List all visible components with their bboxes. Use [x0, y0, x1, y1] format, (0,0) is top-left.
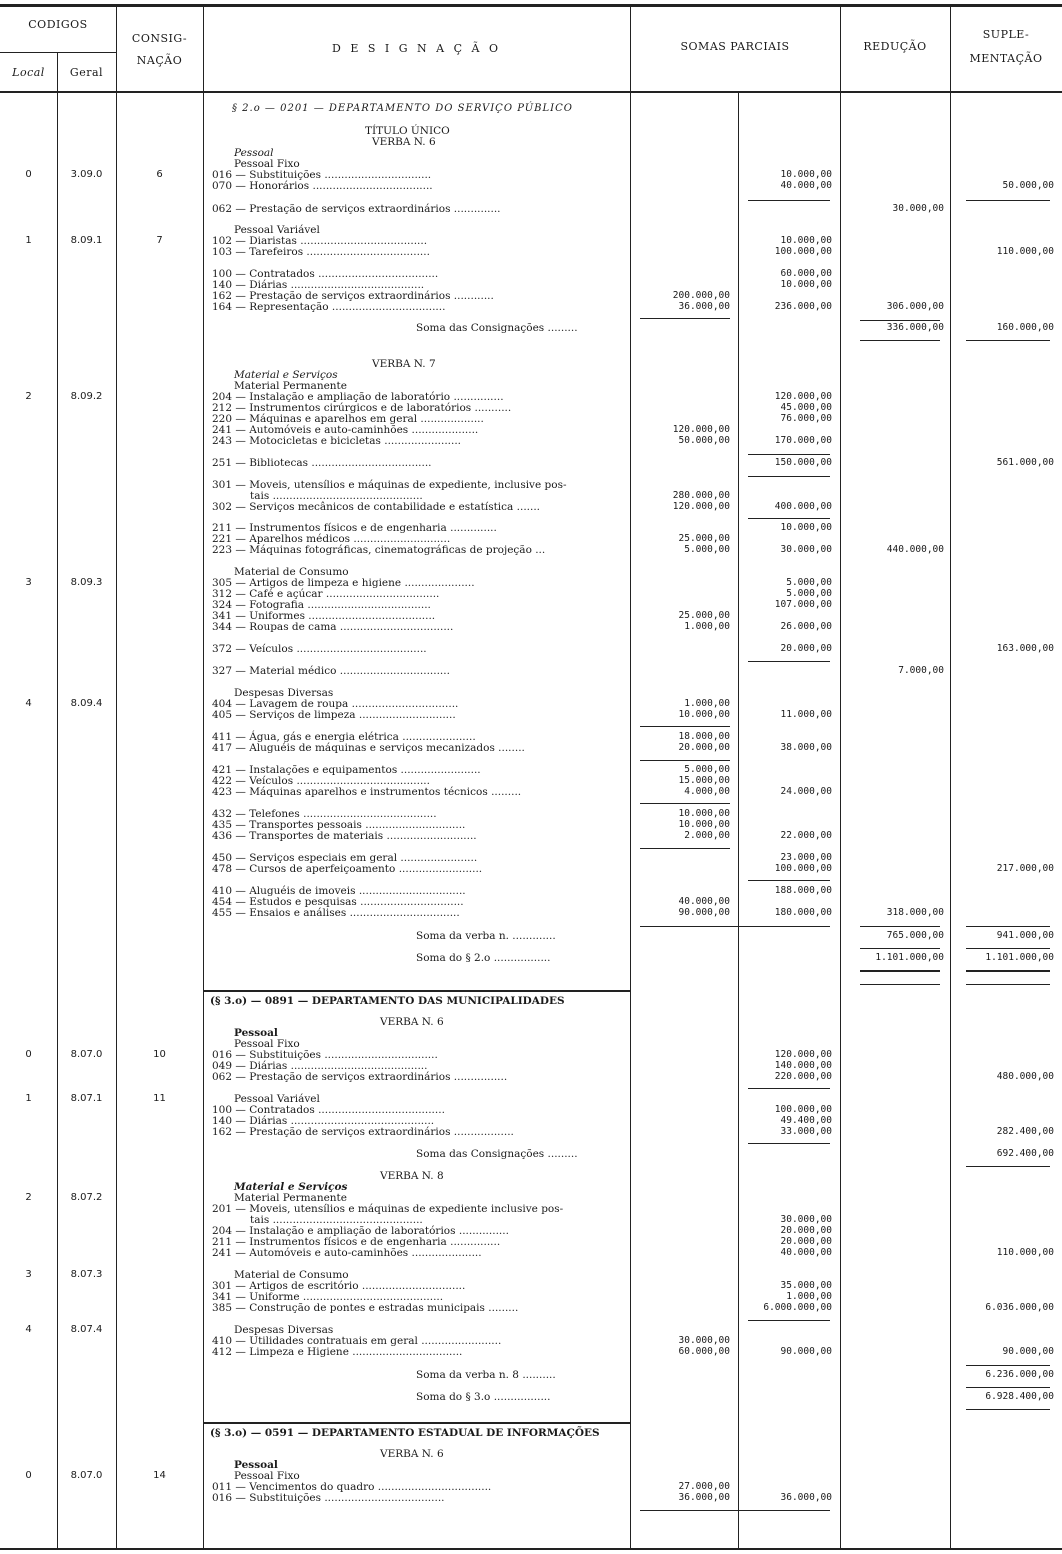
header-geral: Geral: [69, 66, 104, 79]
cell-local: 2: [25, 1192, 32, 1203]
cell-local: 0: [25, 1470, 32, 1481]
cell-col4: 140.000,00: [774, 1060, 832, 1071]
row-designation: Material e Serviços: [234, 1181, 348, 1193]
cell-col3: 25.000,00: [678, 610, 730, 621]
row-designation: tais .............................................: [250, 490, 423, 502]
row-designation: 385 — Construção de pontes e estradas municipais .........: [212, 1302, 519, 1314]
cell-local: 2: [25, 391, 32, 402]
cell-col6: 480.000,00: [996, 1071, 1054, 1082]
row-designation: 436 — Transportes de materiais ...........................: [212, 830, 477, 842]
cell-col4: 33.000,00: [780, 1126, 832, 1137]
cell-col6: 163.000,00: [996, 643, 1054, 654]
cell-geral: 8.07.3: [70, 1269, 103, 1280]
cell-geral: 8.09.1: [70, 235, 103, 246]
row-designation: (§ 3.o) — 0891 — DEPARTAMENTO DAS MUNICIPALIDADES: [210, 995, 565, 1007]
row-designation: 103 — Tarefeiros .....................................: [212, 246, 430, 258]
cell-consig: 7: [156, 235, 163, 246]
row-designation: Pessoal: [234, 147, 274, 159]
row-designation: 421 — Instalações e equipamentos ........................: [212, 764, 481, 776]
row-designation: 016 — Substituições ....................................: [212, 1492, 445, 1504]
cell-col6: 692.400,00: [996, 1148, 1054, 1159]
cell-col3: 4.000,00: [684, 786, 730, 797]
cell-col6: 110.000,00: [996, 1247, 1054, 1258]
row-designation: 211 — Instrumentos físicos e de engenharia ..............: [212, 522, 497, 534]
cell-col4: 100.000,00: [774, 1104, 832, 1115]
row-designation: 432 — Telefones ........................................: [212, 808, 437, 820]
row-designation: 423 — Máquinas aparelhos e instrumentos técnicos .........: [212, 786, 522, 798]
cell-col4: 100.000,00: [774, 863, 832, 874]
cell-col4: 10.000,00: [780, 279, 832, 290]
row-designation: 220 — Máquinas e aparelhos em geral ...................: [212, 413, 484, 425]
cell-local: 3: [25, 1269, 32, 1280]
cell-col3: 15.000,00: [678, 775, 730, 786]
row-designation: Pessoal: [234, 1459, 278, 1471]
cell-col4: 150.000,00: [774, 457, 832, 468]
row-designation: VERBA N. 6: [380, 1016, 444, 1028]
cell-col6: 941.000,00: [996, 930, 1054, 941]
cell-col4: 120.000,00: [774, 1049, 832, 1060]
row-designation: 312 — Café e açúcar ..................................: [212, 588, 440, 600]
cell-col4: 22.000,00: [780, 830, 832, 841]
row-designation: Soma do § 2.o .................: [416, 952, 551, 964]
row-designation: Despesas Diversas: [234, 1324, 334, 1336]
cell-col5: 440.000,00: [886, 544, 944, 555]
row-designation: Material Permanente: [234, 380, 347, 392]
codigos-divider: [0, 52, 116, 53]
cell-geral: 8.07.2: [70, 1192, 103, 1203]
cell-geral: 8.07.0: [70, 1049, 103, 1060]
cell-col4: 36.000,00: [780, 1492, 832, 1503]
row-designation: Pessoal Fixo: [234, 1470, 300, 1482]
row-designation: 305 — Artigos de limpeza e higiene .....................: [212, 577, 475, 589]
cell-col6: 160.000,00: [996, 322, 1054, 333]
cell-col4: 180.000,00: [774, 907, 832, 918]
row-designation: 016 — Substituições ................................: [212, 169, 432, 181]
cell-col4: 26.000,00: [780, 621, 832, 632]
cell-geral: 3.09.0: [70, 169, 103, 180]
cell-col3: 27.000,00: [678, 1481, 730, 1492]
cell-col4: 24.000,00: [780, 786, 832, 797]
cell-col4: 236.000,00: [774, 301, 832, 312]
row-designation: 204 — Instalação e ampliação de laboratório ...............: [212, 391, 504, 403]
cell-col4: 100.000,00: [774, 246, 832, 257]
cell-consig: 6: [156, 169, 163, 180]
col-line-parcial: [738, 93, 739, 1548]
cell-col4: 40.000,00: [780, 1247, 832, 1258]
cell-geral: 8.09.2: [70, 391, 103, 402]
row-designation: 412 — Limpeza e Higiene .................................: [212, 1346, 463, 1358]
row-designation: 410 — Aluguéis de imoveis ................................: [212, 885, 466, 897]
cell-col4: 10.000,00: [780, 169, 832, 180]
cell-col5: 765.000,00: [886, 930, 944, 941]
row-designation: TÍTULO ÚNICO: [365, 125, 450, 137]
row-designation: VERBA N. 6: [380, 1448, 444, 1460]
cell-col4: 30.000,00: [780, 1214, 832, 1225]
cell-local: 4: [25, 1324, 32, 1335]
cell-col4: 20.000,00: [780, 643, 832, 654]
cell-col4: 10.000,00: [780, 522, 832, 533]
cell-geral: 8.07.0: [70, 1470, 103, 1481]
cell-col3: 25.000,00: [678, 533, 730, 544]
row-designation: 344 — Roupas de cama ..................................: [212, 621, 454, 633]
cell-col6: 1.101.000,00: [985, 952, 1054, 963]
row-designation: 201 — Moveis, utensílios e máquinas de expediente inclusive pos-: [212, 1203, 564, 1215]
cell-col4: 188.000,00: [774, 885, 832, 896]
cell-col5: 7.000,00: [898, 665, 944, 676]
cell-col4: 35.000,00: [780, 1280, 832, 1291]
cell-col6: 6.036.000,00: [985, 1302, 1054, 1313]
row-designation: Material de Consumo: [234, 1269, 349, 1281]
row-designation: Soma do § 3.o .................: [416, 1391, 551, 1403]
cell-col4: 170.000,00: [774, 435, 832, 446]
cell-col4: 120.000,00: [774, 391, 832, 402]
row-designation: Material Permanente: [234, 1192, 347, 1204]
header-local: Local: [12, 66, 45, 79]
row-designation: 162 — Prestação de serviços extraordinários ............: [212, 290, 494, 302]
cell-geral: 8.07.4: [70, 1324, 103, 1335]
header-reducao: REDUÇÃO: [863, 40, 927, 53]
cell-col4: 38.000,00: [780, 742, 832, 753]
cell-col3: 30.000,00: [678, 1335, 730, 1346]
row-designation: 212 — Instrumentos cirúrgicos e de laboratórios ...........: [212, 402, 512, 414]
cell-col4: 11.000,00: [780, 709, 832, 720]
cell-col3: 120.000,00: [672, 501, 730, 512]
header-consig-1: CONSIG-: [131, 32, 188, 45]
cell-col5: 30.000,00: [892, 203, 944, 214]
row-designation: 100 — Contratados ......................................: [212, 1104, 445, 1116]
cell-geral: 8.09.4: [70, 698, 103, 709]
row-designation: Pessoal Fixo: [234, 1038, 300, 1050]
row-designation: § 2.o — 0201 — DEPARTAMENTO DO SERVIÇO PÚBLICO: [232, 103, 573, 114]
row-designation: Material e Serviços: [234, 369, 338, 381]
row-designation: Pessoal Fixo: [234, 158, 300, 170]
row-designation: 070 — Honorários ....................................: [212, 180, 433, 192]
cell-col3: 5.000,00: [684, 544, 730, 555]
row-designation: 062 — Prestação de serviços extraordinários ................: [212, 1071, 508, 1083]
cell-col3: 1.000,00: [684, 621, 730, 632]
row-designation: Pessoal Variável: [234, 224, 320, 236]
cell-col6: 561.000,00: [996, 457, 1054, 468]
cell-local: 4: [25, 698, 32, 709]
row-designation: 450 — Serviços especiais em geral .......................: [212, 852, 478, 864]
row-designation: 204 — Instalação e ampliação de laboratórios ...............: [212, 1225, 509, 1237]
row-designation: 140 — Diárias ........................................: [212, 279, 425, 291]
cell-col4: 220.000,00: [774, 1071, 832, 1082]
cell-col5: 306.000,00: [886, 301, 944, 312]
row-designation: 100 — Contratados ....................................: [212, 268, 439, 280]
header-consig-2: NAÇÃO: [136, 54, 183, 67]
row-designation: 221 — Aparelhos médicos .............................: [212, 533, 451, 545]
row-designation: Soma das Consignações .........: [416, 1148, 578, 1160]
row-designation: 241 — Automóveis e auto-caminhões .....................: [212, 1247, 482, 1259]
row-designation: VERBA N. 8: [380, 1170, 444, 1182]
row-designation: 302 — Serviços mecânicos de contabilidade e estatística .......: [212, 501, 541, 513]
cell-col4: 30.000,00: [780, 544, 832, 555]
row-designation: Despesas Diversas: [234, 687, 334, 699]
cell-col4: 90.000,00: [780, 1346, 832, 1357]
row-designation: 341 — Uniforme ..........................................: [212, 1291, 444, 1303]
row-designation: 410 — Utilidades contratuais em geral ........................: [212, 1335, 502, 1347]
cell-col3: 1.000,00: [684, 698, 730, 709]
cell-local: 3: [25, 577, 32, 588]
row-designation: 455 — Ensaios e análises .................................: [212, 907, 460, 919]
cell-col4: 20.000,00: [780, 1236, 832, 1247]
row-designation: 324 — Fotografia .....................................: [212, 599, 431, 611]
row-designation: 435 — Transportes pessoais ..............................: [212, 819, 466, 831]
row-designation: 404 — Lavagem de roupa ................................: [212, 698, 459, 710]
cell-col3: 280.000,00: [672, 490, 730, 501]
cell-col6: 6.928.400,00: [985, 1391, 1054, 1402]
row-designation: 478 — Cursos de aperfeiçoamento .........................: [212, 863, 483, 875]
header-divider: [0, 91, 1062, 93]
row-designation: 140 — Diárias ...........................................: [212, 1115, 435, 1127]
cell-col6: 50.000,00: [1002, 180, 1054, 191]
row-designation: VERBA N. 7: [372, 358, 436, 370]
cell-col4: 6.000.000,00: [763, 1302, 832, 1313]
cell-col3: 120.000,00: [672, 424, 730, 435]
row-designation: 164 — Representação ..................................: [212, 301, 446, 313]
col-line-consig: [203, 7, 204, 1548]
cell-geral: 8.09.3: [70, 577, 103, 588]
cell-col4: 10.000,00: [780, 235, 832, 246]
cell-col5: 318.000,00: [886, 907, 944, 918]
cell-col3: 10.000,00: [678, 709, 730, 720]
cell-col3: 20.000,00: [678, 742, 730, 753]
row-designation: 341 — Uniformes ......................................: [212, 610, 436, 622]
cell-col4: 76.000,00: [780, 413, 832, 424]
row-designation: 243 — Motocicletas e bicicletas .......................: [212, 435, 462, 447]
row-designation: 049 — Diárias .........................................: [212, 1060, 428, 1072]
cell-col3: 200.000,00: [672, 290, 730, 301]
cell-col4: 5.000,00: [786, 588, 832, 599]
cell-col3: 60.000,00: [678, 1346, 730, 1357]
cell-col3: 10.000,00: [678, 819, 730, 830]
col-line-reducao: [950, 7, 951, 1548]
row-designation: 011 — Vencimentos do quadro ..................................: [212, 1481, 492, 1493]
header-suple-2: MENTAÇÃO: [969, 52, 1043, 65]
cell-col3: 5.000,00: [684, 764, 730, 775]
row-designation: 062 — Prestação de serviços extraordinários ..............: [212, 203, 501, 215]
cell-local: 0: [25, 1049, 32, 1060]
cell-col4: 60.000,00: [780, 268, 832, 279]
row-designation: 211 — Instrumentos físicos e de engenharia ...............: [212, 1236, 501, 1248]
row-designation: 162 — Prestação de serviços extraordinários ..................: [212, 1126, 514, 1138]
row-designation: 327 — Material médico .................................: [212, 665, 450, 677]
cell-consig: 10: [153, 1049, 166, 1060]
cell-col4: 45.000,00: [780, 402, 832, 413]
cell-col3: 36.000,00: [678, 1492, 730, 1503]
row-designation: 016 — Substituições ..................................: [212, 1049, 438, 1061]
header-codigos: CODIGOS: [28, 18, 88, 31]
row-designation: 301 — Moveis, utensílios e máquinas de expediente, inclusive pos-: [212, 479, 567, 491]
cell-consig: 11: [153, 1093, 166, 1104]
row-designation: 223 — Máquinas fotográficas, cinematográficas de projeção ...: [212, 544, 546, 556]
cell-col6: 6.236.000,00: [985, 1369, 1054, 1380]
cell-col6: 110.000,00: [996, 246, 1054, 257]
cell-col4: 107.000,00: [774, 599, 832, 610]
cell-col4: 1.000,00: [786, 1291, 832, 1302]
bottom-rule: [0, 1548, 1062, 1550]
row-designation: Soma das Consignações .........: [416, 322, 578, 334]
row-designation: 301 — Artigos de escritório ...............................: [212, 1280, 466, 1292]
cell-col3: 36.000,00: [678, 301, 730, 312]
row-designation: 372 — Veículos .......................................: [212, 643, 427, 655]
cell-col3: 90.000,00: [678, 907, 730, 918]
row-designation: 454 — Estudos e pesquisas ...............................: [212, 896, 464, 908]
cell-col4: 20.000,00: [780, 1225, 832, 1236]
row-designation: 405 — Serviços de limpeza .............................: [212, 709, 456, 721]
row-designation: 422 — Veículos ........................................: [212, 775, 430, 787]
cell-col3: 50.000,00: [678, 435, 730, 446]
cell-col6: 90.000,00: [1002, 1346, 1054, 1357]
col-line-designacao: [630, 7, 631, 1548]
row-designation: Pessoal Variável: [234, 1093, 320, 1105]
cell-local: 1: [25, 235, 32, 246]
cell-col3: 18.000,00: [678, 731, 730, 742]
row-designation: Material de Consumo: [234, 566, 349, 578]
row-designation: 241 — Automóveis e auto-caminhões ....................: [212, 424, 479, 436]
row-designation: tais .............................................: [250, 1214, 423, 1226]
cell-local: 1: [25, 1093, 32, 1104]
row-designation: 102 — Diaristas ......................................: [212, 235, 428, 247]
row-designation: Soma da verba n. .............: [416, 930, 556, 942]
cell-consig: 14: [153, 1470, 166, 1481]
cell-col4: 40.000,00: [780, 180, 832, 191]
row-designation: VERBA N. 6: [372, 136, 436, 148]
cell-col4: 23.000,00: [780, 852, 832, 863]
cell-col4: 49.400,00: [780, 1115, 832, 1126]
cell-col3: 10.000,00: [678, 808, 730, 819]
row-designation: 411 — Água, gás e energia elétrica ......................: [212, 731, 476, 743]
cell-col6: 217.000,00: [996, 863, 1054, 874]
cell-col5: 1.101.000,00: [875, 952, 944, 963]
col-line-somas: [840, 7, 841, 1548]
header-somas: SOMAS PARCIAIS: [680, 40, 790, 53]
cell-geral: 8.07.1: [70, 1093, 103, 1104]
row-designation: 417 — Aluguéis de máquinas e serviços mecanizados ........: [212, 742, 525, 754]
cell-col4: 5.000,00: [786, 577, 832, 588]
cell-local: 0: [25, 169, 32, 180]
cell-col3: 2.000,00: [684, 830, 730, 841]
row-designation: (§ 3.o) — 0591 — DEPARTAMENTO ESTADUAL DE INFORMAÇÕES: [210, 1427, 600, 1439]
header-designacao: D E S I G N A Ç Ã O: [332, 42, 501, 55]
cell-col5: 336.000,00: [886, 322, 944, 333]
cell-col3: 40.000,00: [678, 896, 730, 907]
top-rule: [0, 4, 1062, 7]
row-designation: Pessoal: [234, 1027, 278, 1039]
row-designation: Soma da verba n. 8 ..........: [416, 1369, 556, 1381]
cell-col4: 400.000,00: [774, 501, 832, 512]
header-suple-1: SUPLE-: [982, 28, 1030, 41]
cell-col6: 282.400,00: [996, 1126, 1054, 1137]
row-designation: 251 — Bibliotecas ....................................: [212, 457, 432, 469]
